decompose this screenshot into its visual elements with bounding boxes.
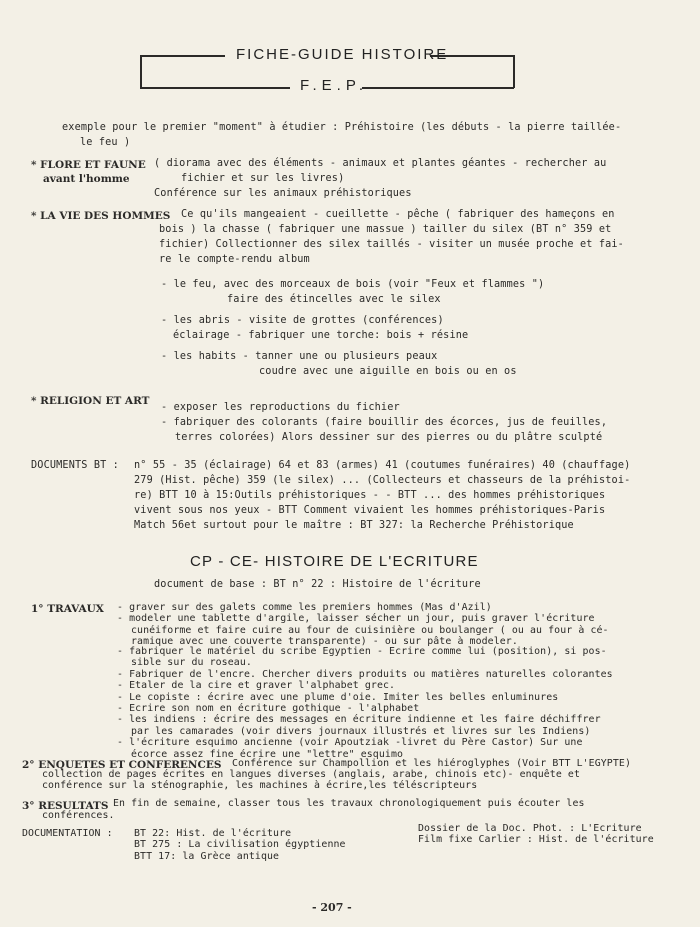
- travaux-label: 1° TRAVAUX: [31, 603, 104, 615]
- documents-bt-line: re) BTT 10 à 15:Outils préhistoriques - - BTT ... des hommes préhistoriques: [134, 490, 606, 501]
- vie-abris: [161, 313, 468, 343]
- vie-feu: [161, 277, 544, 307]
- documentation-item: Film fixe Carlier : Hist. de l'écriture: [418, 834, 654, 846]
- feu-line: - le feu, avec des morceaux de bois (voir "Feux et flammes "): [161, 279, 545, 290]
- documentation-item: Dossier de la Doc. Phot. : L'Ecriture: [418, 823, 642, 834]
- travaux-line: - Etaler de la cire et graver l'alphabet grec.: [117, 680, 396, 692]
- resultats-line-2: conférences.: [42, 810, 115, 821]
- travaux-line: - Le copiste : écrire avec une plume d'oie. Imiter les belles enluminures: [117, 691, 559, 703]
- travaux-line: par les camarades (voir divers journaux illustrés et livres sur les Indiens): [131, 725, 591, 737]
- travaux-line: ramique avec une couverte transparente) - ou sur pâte à modeler.: [131, 636, 518, 648]
- page-number: - 207 -: [312, 901, 352, 914]
- travaux-line: - Ecrire son nom en écriture gothique - l'alphabet: [117, 703, 420, 715]
- intro-line: exemple pour le premier "moment" à étudier : Préhistoire (les débuts - la pierre taillée-: [62, 122, 622, 133]
- page-subtitle: F.E.P.: [300, 77, 369, 94]
- documentation-right: [418, 823, 654, 846]
- vie-habits: [161, 349, 517, 379]
- enquetes-label: 2° ENQUETES ET CONFERENCES: [22, 759, 222, 771]
- flore-line: ( diorama avec des éléments - animaux et plantes géantes - rechercher au: [154, 158, 607, 169]
- header-rule-bottom-left: [140, 87, 290, 89]
- documents-bt-line: 279 (Hist. pêche) 359 (le silex) ... (Collecteurs et chasseurs de la préhistoi-: [134, 475, 631, 486]
- intro-text: [62, 120, 621, 150]
- travaux-line: écorce assez fine écrire une "lettre" esquimo: [131, 748, 404, 760]
- religion-line: - fabriquer des colorants (faire bouillir des écorces, jus de feuilles,: [161, 417, 608, 428]
- section-vie-label: * LA VIE DES HOMMES: [31, 210, 171, 222]
- travaux-text-b: [117, 646, 613, 760]
- travaux-line: - les indiens : écrire des messages en écriture indienne et les faire déchiffrer: [117, 714, 601, 726]
- header-rule-top: [140, 55, 225, 57]
- enquetes-line: collection de pages écrites en langues diverses (anglais, arabe, chinois etc)- enquête et: [42, 769, 581, 780]
- documents-bt-line: vivent sous nos yeux - BTT Comment vivaient les hommes préhistoriques-Paris: [134, 505, 606, 516]
- header-rule-left: [140, 55, 142, 88]
- documentation-item: BT 22: Hist. de l'écriture: [134, 828, 292, 839]
- vie-line: bois ) la chasse ( fabriquer une massue ) tailler du silex (BT n° 359 et: [159, 224, 612, 235]
- religion-line: - exposer les reproductions du fichier: [161, 402, 400, 413]
- abris-line: - les abris - visite de grottes (conférences): [161, 315, 444, 326]
- documentation-item: BTT 17: la Grèce antique: [134, 850, 280, 862]
- travaux-line: - l'écriture esquimo ancienne (voir Apoutziak -livret du Père Castor) Sur une: [117, 737, 583, 749]
- flore-line: fichier et sur les livres): [181, 173, 345, 184]
- documents-bt-line: n° 55 - 35 (éclairage) 64 et 83 (armes) 41 (coutumes funéraires) 40 (chauffage): [134, 460, 631, 471]
- header-rule-right: [513, 55, 515, 88]
- documentation-item: BT 275 : La civilisation égyptienne: [134, 839, 346, 851]
- enquetes-text: [42, 769, 580, 792]
- vie-line: fichier) Collectionner des silex taillés - visiter un musée proche et fai-: [159, 239, 624, 250]
- resultats-line-1: En fin de semaine, classer tous les travaux chronologiquement puis écouter les: [113, 798, 585, 809]
- documents-bt-label: DOCUMENTS BT :: [31, 460, 119, 471]
- enquetes-line: conférence sur la sténographie, les machines à écrire,les téléscripteurs: [42, 780, 478, 792]
- documentation-label: DOCUMENTATION :: [22, 828, 113, 839]
- religion-line: terres colorées) Alors dessiner sur des pierres ou du plâtre sculpté: [175, 432, 603, 443]
- section-flore-label: [31, 158, 146, 186]
- header-rule-bottom-right: [362, 87, 514, 89]
- flore-line: Conférence sur les animaux préhistoriques: [154, 188, 412, 199]
- section-flore-text: [154, 156, 606, 201]
- vie-line: Ce qu'ils mangeaient - cueillette - pêche ( fabriquer des hameçons en: [181, 209, 615, 220]
- section-religion-text: [161, 400, 607, 445]
- travaux-line: - modeler une tablette d'argile, laisser sécher un jour, puis graver l'écriture: [117, 613, 595, 625]
- travaux-line: - fabriquer le matériel du scribe Egyptien - Ecrire comme lui (position), si pos-: [117, 646, 607, 657]
- abris-line: éclairage - fabriquer une torche: bois + résine: [173, 330, 469, 341]
- travaux-text-a: [117, 602, 609, 648]
- vie-line: re le compte-rendu album: [159, 254, 310, 265]
- section-religion-label: * RELIGION ET ART: [31, 395, 150, 407]
- intro-line: le feu ): [80, 137, 131, 148]
- habits-line: - les habits - tanner une ou plusieurs peaux: [161, 351, 438, 362]
- documentation-left: [134, 828, 346, 862]
- travaux-line: cunéiforme et faire cuire au four de cuisinière ou boulanger ( ou au four à cé-: [131, 624, 609, 636]
- section-vie-text: [159, 207, 624, 267]
- flore-label-2: avant l'homme: [43, 173, 130, 185]
- enquetes-line-1: Conférence sur Champollion et les hiéroglyphes (Voir BTT L'EGYPTE): [232, 758, 631, 769]
- travaux-line: sible sur du roseau.: [131, 657, 252, 669]
- documents-bt-line: Match 56et surtout pour le maître : BT 327: la Recherche Préhistorique: [134, 520, 574, 531]
- documents-bt-text: [134, 458, 630, 533]
- resultats-label: 3° RESULTATS: [22, 800, 109, 812]
- section2-doc-base: document de base : BT n° 22 : Histoire de l'écriture: [154, 579, 481, 590]
- travaux-line: - Fabriquer de l'encre. Chercher divers produits ou matières naturelles colorantes: [117, 668, 613, 680]
- travaux-line: - graver sur des galets comme les premiers hommes (Mas d'Azil): [117, 602, 492, 613]
- habits-line: coudre avec une aiguille en bois ou en os: [259, 366, 517, 377]
- flore-label-1: * FLORE ET FAUNE: [31, 159, 146, 171]
- section2-title: CP - CE- HISTOIRE DE L'ECRITURE: [190, 553, 479, 570]
- page-title: FICHE-GUIDE HISTOIRE: [236, 46, 449, 63]
- feu-line: faire des étincelles avec le silex: [227, 294, 441, 305]
